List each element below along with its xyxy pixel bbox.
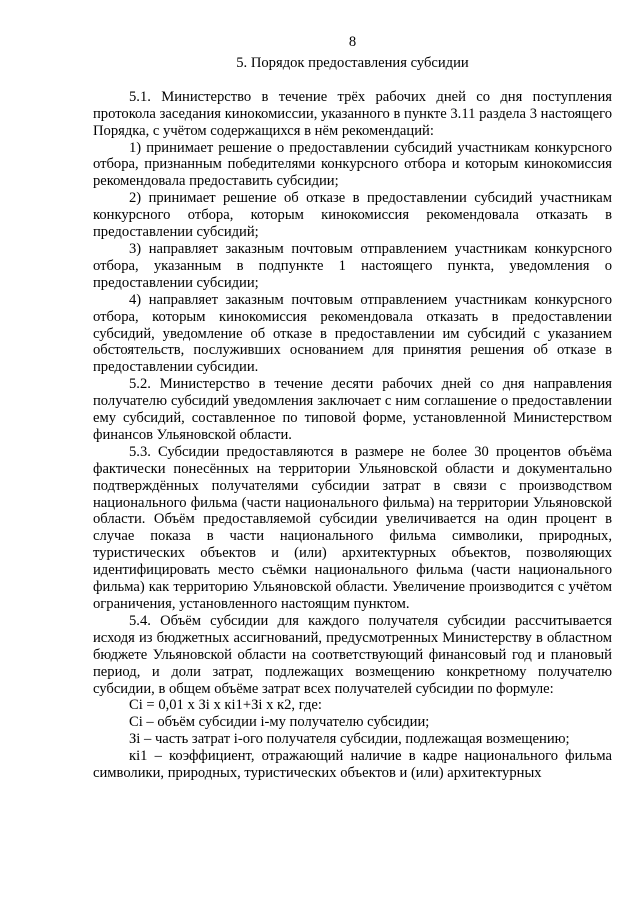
paragraph-5-2: 5.2. Министерство в течение десяти рабочих дней со дня направления получателю субсидий уведомления заключает с ним соглашение о предоставлении ему субсидий, составленное по типовой форме, установленной Министерством финансов Ульяновской области.: [93, 376, 612, 443]
paragraph-5-4: 5.4. Объём субсидии для каждого получателя субсидии рассчитывается исходя из бюджетных ассигнований, предусмотренных Министерству в областном бюджете Ульяновской области на соответствующий финансовый год и плановый период, и доли затрат, подлежащих возмещению конкретному получателю субсидии, в общем объёме затрат всех получателей субсидии по формуле:: [93, 612, 612, 697]
subitem-2: 2) принимает решение об отказе в предоставлении субсидий участникам конкурсного отбора, которым кинокомиссия рекомендовала отказать в предоставлении субсидий;: [93, 190, 612, 241]
subsidy-formula: Сi = 0,01 х Зi х кi1+Зi х к2, где:: [129, 697, 322, 714]
subitem-1: 1) принимает решение о предоставлении субсидий участникам конкурсного отбора, признанным победителями конкурсного отбора и которым кинокомиссия рекомендовала предоставить субсидии;: [93, 139, 612, 190]
subitem-3: 3) направляет заказным почтовым отправлением участникам конкурсного отбора, указанным в подпункте 1 настоящего пункта, уведомления о предоставлении субсидии;: [93, 240, 612, 291]
paragraph-5-3: 5.3. Субсидии предоставляются в размере не более 30 процентов объёма фактически понесённых на территории Ульяновской области и документально подтверждённых получателями субсидии затрат в связи с производством национального фильма (части национального фильма) на территории Ульяновской области. Объём предоставляемой субсидии увеличивается на один процент в случае показа в части национального фильма символики, природных, туристических объектов и (или) архитектурных объектов, позволяющих идентифицировать место съёмки национального фильма (части национального фильма) как территорию Ульяновской области. Увеличение производится с учётом ограничения, установленного настоящим пунктом.: [93, 443, 612, 612]
definition-k1: кi1 – коэффициент, отражающий наличие в кадре национального фильма символики, природных, туристических объектов и (или) архитектурных: [93, 748, 612, 782]
definition-c: Сi – объём субсидии i-му получателю субсидии;: [129, 714, 430, 731]
page-number: 8: [348, 34, 357, 50]
definition-z: Зi – часть затрат i-ого получателя субсидии, подлежащая возмещению;: [129, 731, 570, 748]
paragraph-5-1: 5.1. Министерство в течение трёх рабочих дней со дня поступления протокола заседания кинокомиссии, указанного в пункте 3.11 раздела 3 настоящего Порядка, с учётом содержащихся в нём рекомендаций:: [93, 88, 612, 139]
subitem-4: 4) направляет заказным почтовым отправлением участникам конкурсного отбора, которым кинокомиссия рекомендовала отказать в предоставлении субсидий, уведомление об отказе в предоставлении им субсидий с указанием обстоятельств, послуживших основанием для принятия решения об отказе в предоставлении субсидии.: [93, 291, 612, 376]
section-title: 5. Порядок предоставления субсидии: [236, 54, 469, 71]
